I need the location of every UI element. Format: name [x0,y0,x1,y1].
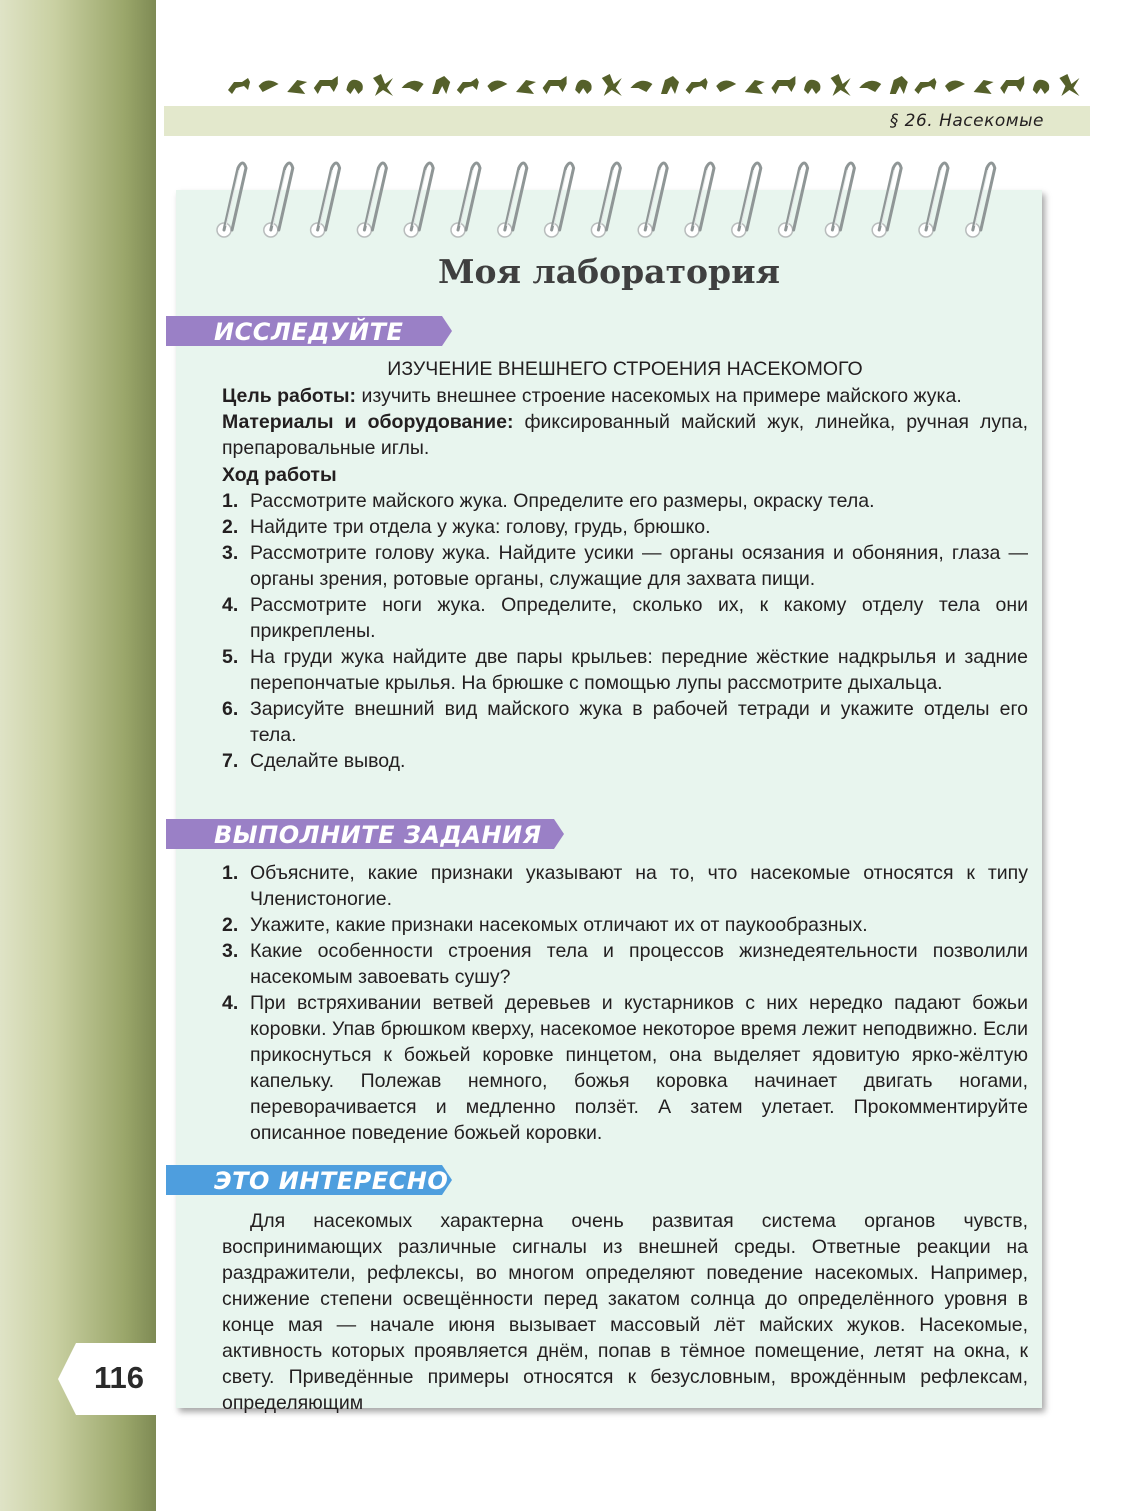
procedure-step-item [222,514,1028,540]
spiral-ring [404,163,433,237]
animal-silhouette-icon [516,80,536,94]
animal-silhouette-icon [914,78,936,94]
task-text: Укажите, какие признаки насекомых отличают их от паукообразных. [250,914,868,936]
animal-silhouette-icon [346,80,362,94]
animal-silhouette-icon [804,80,820,94]
spiral-ring [545,163,574,237]
animal-silhouette-icon [287,80,307,94]
animal-silhouette-icon [402,81,424,92]
task-item [222,990,1028,1146]
procedure-step-number: 4. [222,594,239,616]
animal-silhouette-icon [1000,76,1024,94]
task-number: 3. [222,940,239,962]
animal-silhouette-icon [859,81,881,92]
task-number: 1. [222,862,239,884]
animal-silhouette-icon [745,80,765,94]
task-text: При встряхивании ветвей деревьев и кустарников с них нередко падают божьи коровки. Упав брюшком кверху, насекомое некоторое время лежит неподвижно. Если прикоснуться к божьей коровке пинцетом, она выделяет ядовитую ярко-жёлтую капельку. Полежав немного, божья коровка начинает двигать ногами, переворачивается и медленно ползёт. А затем улетает. Прокомментируйте описанное поведение божьей коровки. [250,992,1028,1144]
task-item [222,938,1028,990]
animal-silhouette-icon [602,74,622,96]
animal-silhouette-icon [1033,80,1049,94]
spiral-ring [264,163,293,237]
interesting-tag-label: ЭТО ИНТЕРЕСНО [214,1167,449,1195]
spiral-ring [732,163,761,237]
explore-content [222,356,1028,774]
animal-silhouette-icon [716,80,736,92]
animal-silhouettes-band [228,70,1090,102]
animal-silhouette-icon [945,80,965,92]
procedure-step-number: 6. [222,698,239,720]
animal-silhouette-icon [432,76,450,94]
spiral-ring [638,163,667,237]
lab-title: Моя лаборатория [438,252,780,291]
procedure-step-item [222,540,1028,592]
spiral-ring [357,163,386,237]
spiral-ring [779,163,808,237]
explore-heading: ИЗУЧЕНИЕ ВНЕШНЕГО СТРОЕНИЯ НАСЕКОМОГО [387,358,863,380]
materials-paragraph [222,409,1028,461]
procedure-label: Ход работы [222,464,337,486]
animal-silhouette-icon [1059,74,1079,96]
notebook-spiral-rings [206,150,1036,250]
procedure-step-text: Рассмотрите голову жука. Найдите усики — органы осязания и обоняния, глаза — органы зрения, ротовые органы, служащие для захвата пищи. [250,542,1028,590]
procedure-step-text: На груди жука найдите две пары крыльев: передние жёсткие надкрылья и задние перепончатые крылья. На брюшке с помощью лупы рассмотрите дыхальца. [250,646,1028,694]
procedure-step-text: Зарисуйте внешний вид майского жука в рабочей тетради и укажите отделы его тела. [250,698,1028,746]
task-text: Объясните, какие признаки указывают на то, что насекомые относятся к типу Членистоногие. [250,862,1028,910]
tasks-tag [166,819,564,849]
task-item [222,912,1028,938]
procedure-step-number: 2. [222,516,239,538]
spiral-ring [498,163,527,237]
procedure-step-number: 5. [222,646,239,668]
task-number: 4. [222,992,239,1014]
spiral-ring [591,163,620,237]
animal-silhouette-icon [543,76,567,94]
procedure-step-text: Сделайте вывод. [250,750,406,772]
procedure-step-number: 3. [222,542,239,564]
tasks-tag-label: ВЫПОЛНИТЕ ЗАДАНИЯ [214,821,542,849]
task-text: Какие особенности строения тела и процессов жизнедеятельности позволили насекомым завоевать сушу? [250,940,1028,988]
procedure-steps-list [222,488,1028,774]
explore-tag [166,316,452,346]
spiral-ring [217,163,246,237]
animal-silhouette-icon [259,80,279,92]
materials-text: фиксированный майский жук, линейка, ручная лупа, препаровальные иглы. [222,411,1028,459]
task-number: 2. [222,914,239,936]
animal-silhouette-icon [373,74,393,96]
spiral-ring [919,163,948,237]
interesting-paragraph: Для насекомых характерна очень развитая система органов чувств, воспринимающих различные сигналы из внешней среды. Ответные реакции на раздражители, рефлексы, во многом определяют поведение насекомых. Например, снижение степени освещённости перед закатом солнца до определённого уровня в конце мая — начале июня вызывает массовый лёт майских жуков. Насекомые, активность которых проявляется днём, попав в тёмное помещение, летят на окна, к свету. Приведённые примеры относятся к безусловным, врождённым рефлексам, определяющим [222,1210,1028,1414]
animal-silhouette-icon [575,80,591,94]
spiral-ring [451,163,480,237]
animal-silhouette-icon [831,74,851,96]
page-margin-strip [0,0,156,1511]
procedure-step-item [222,748,1028,774]
spiral-ring [825,163,854,237]
animal-silhouette-icon [890,76,908,94]
goal-text: изучить внешнее строение насекомых на примере майского жука. [356,385,962,407]
animal-silhouette-icon [974,80,994,94]
procedure-step-item [222,592,1028,644]
page-number: 116 [93,1360,144,1395]
spiral-ring [685,163,714,237]
animal-silhouette-icon [686,78,708,94]
procedure-step-item [222,644,1028,696]
spiral-ring [311,163,340,237]
procedure-step-number: 1. [222,490,239,512]
animal-silhouette-icon [771,76,795,94]
procedure-step-number: 7. [222,750,239,772]
procedure-step-text: Рассмотрите майского жука. Определите его размеры, окраску тела. [250,490,875,512]
goal-label: Цель работы: [222,385,357,407]
task-item [222,860,1028,912]
tasks-content [222,860,1028,1146]
spiral-ring [872,163,901,237]
section-header-bar [164,106,1090,136]
animal-silhouette-icon [661,76,679,94]
procedure-step-text: Рассмотрите ноги жука. Определите, сколько их, к какому отделу тела они прикреплены. [250,594,1028,642]
section-title: § 26. Насекомые [889,111,1044,131]
procedure-step-text: Найдите три отдела у жука: голову, грудь, брюшко. [250,516,711,538]
procedure-step-item [222,696,1028,748]
animal-silhouette-icon [314,76,338,94]
materials-label: Материалы и оборудование: [222,411,514,433]
animal-silhouette-icon [487,80,507,92]
tasks-list [222,860,1028,1146]
animal-silhouette-icon [630,81,652,92]
animal-silhouette-icon [457,78,479,94]
interesting-tag [166,1165,452,1195]
spiral-ring [966,163,995,237]
explore-tag-label: ИССЛЕДУЙТЕ [214,318,404,346]
animal-silhouette-icon [228,78,250,94]
procedure-step-item [222,488,1028,514]
goal-paragraph [222,383,1028,409]
